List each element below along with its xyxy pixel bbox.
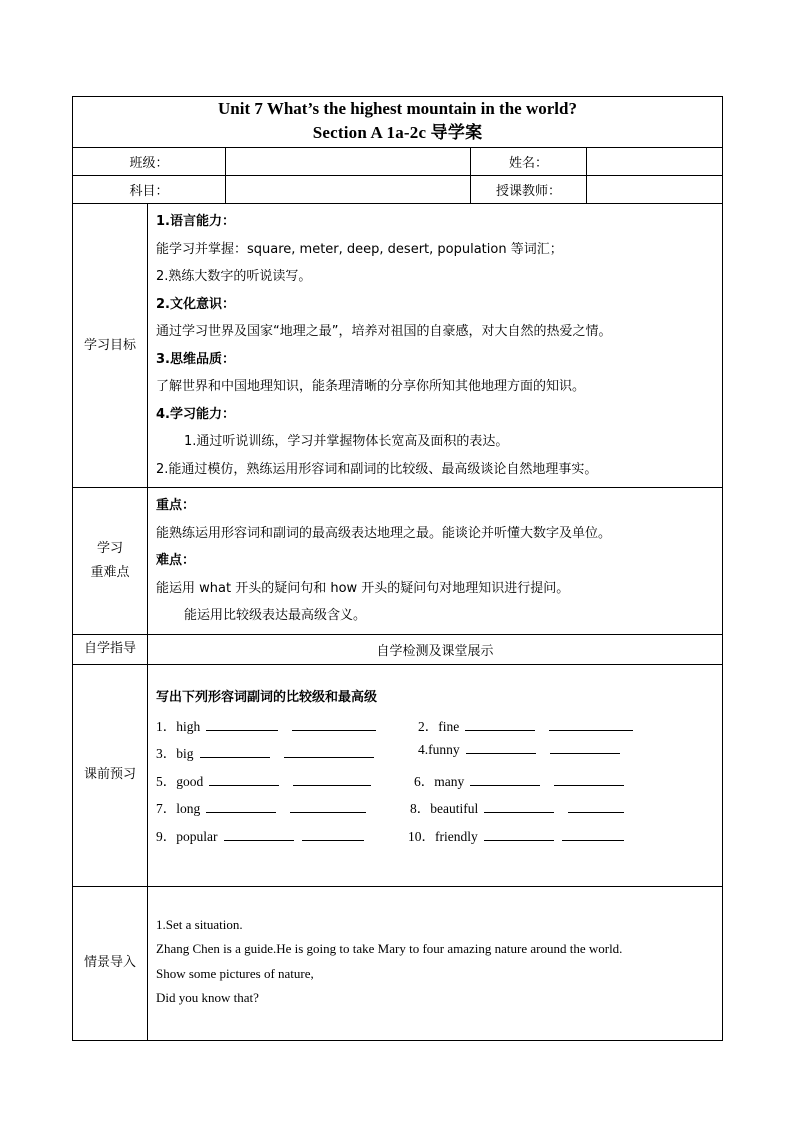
exercise-row xyxy=(156,825,722,853)
exercise-word: 10．friendly xyxy=(408,828,478,844)
exercise-word: 2．fine xyxy=(418,718,460,734)
exercise-item xyxy=(156,770,371,790)
exercise-word: 7．long xyxy=(156,801,201,816)
exercise-word: 4.funny xyxy=(418,742,460,757)
title-line-1: Unit 7 What’s the highest mountain in the world? xyxy=(218,99,577,118)
goals-label: 学习目标 xyxy=(73,204,148,488)
answer-blank[interactable] xyxy=(470,774,540,786)
keypoints-label xyxy=(73,488,148,635)
keypoint-line: 能熟练运用形容词和副词的最高级表达地理之最。能谈论并听懂大数字及单位。 xyxy=(156,525,612,541)
keypoints-label-line2: 重难点 xyxy=(90,564,130,580)
exercise-item xyxy=(418,715,633,735)
answer-blank[interactable] xyxy=(200,746,270,758)
exercise-row xyxy=(156,742,722,770)
goal-line: 2.熟练大数字的听说读写。 xyxy=(156,269,312,284)
keypoint-line: 难点： xyxy=(156,553,196,568)
name-label: 姓名： xyxy=(471,148,587,176)
answer-blank[interactable] xyxy=(290,801,366,813)
exercise-item xyxy=(414,770,624,790)
preview-content xyxy=(148,664,723,886)
exercise-row xyxy=(156,797,722,825)
goal-line: 2.能通过模仿，熟练运用形容词和副词的比较级、最高级谈论自然地理事实。 xyxy=(156,461,598,477)
worksheet-table xyxy=(72,96,723,1041)
answer-blank[interactable] xyxy=(224,829,294,841)
answer-blank[interactable] xyxy=(293,774,371,786)
name-field[interactable] xyxy=(587,148,723,176)
title-line-2: Section A 1a-2c 导学案 xyxy=(312,123,483,142)
exercise-item xyxy=(156,715,376,735)
answer-blank[interactable] xyxy=(209,774,279,786)
answer-blank[interactable] xyxy=(292,719,376,731)
answer-blank[interactable] xyxy=(206,719,278,731)
answer-blank[interactable] xyxy=(549,719,633,731)
situation-line: 1.Set a situation. xyxy=(156,916,243,932)
goal-line: 1.语言能力： xyxy=(156,214,235,229)
situation-line: Show some pictures of nature, xyxy=(156,965,314,981)
exercise-item xyxy=(156,797,366,817)
answer-blank[interactable] xyxy=(568,801,624,813)
exercise-word: 3．big xyxy=(156,746,194,761)
situation-label: 情景导入 xyxy=(73,886,148,1040)
answer-blank[interactable] xyxy=(466,742,536,754)
answer-blank[interactable] xyxy=(302,829,364,841)
teacher-field[interactable] xyxy=(587,176,723,204)
subject-label: 科目： xyxy=(73,176,226,204)
answer-blank[interactable] xyxy=(484,801,554,813)
preview-label: 课前预习 xyxy=(73,664,148,886)
keypoint-line: 能运用 what 开头的疑问句和 how 开头的疑问句对地理知识进行提问。 xyxy=(156,580,570,596)
goals-content xyxy=(148,204,723,488)
worksheet xyxy=(72,96,722,1041)
exercise-row xyxy=(156,770,722,798)
answer-blank[interactable] xyxy=(284,746,374,758)
goal-line: 2.文化意识： xyxy=(156,296,235,312)
guide-heading: 自学检测及课堂展示 xyxy=(148,634,723,664)
exercise-word: 8．beautiful xyxy=(410,801,479,816)
class-label: 班级： xyxy=(73,148,226,176)
exercise-item xyxy=(408,825,624,845)
exercise-word: 9．popular xyxy=(156,828,218,844)
goal-line: 4.学习能力： xyxy=(156,406,235,422)
answer-blank[interactable] xyxy=(554,774,624,786)
exercise-row xyxy=(156,715,722,743)
keypoint-line: 重点： xyxy=(156,498,196,513)
exercise-word: 1．high xyxy=(156,718,201,734)
situation-line: Did you know that? xyxy=(156,990,259,1005)
keypoint-line: 能运用比较级表达最高级含义。 xyxy=(184,608,367,623)
answer-blank[interactable] xyxy=(465,719,535,731)
class-field[interactable] xyxy=(226,148,471,176)
exercise-word: 6．many xyxy=(414,773,465,789)
exercise-item xyxy=(410,797,624,817)
answer-blank[interactable] xyxy=(550,742,620,754)
exercise-item xyxy=(156,825,364,845)
answer-blank[interactable] xyxy=(206,801,276,813)
keypoints-content xyxy=(148,488,723,635)
goal-line: 通过学习世界及国家“地理之最”，培养对祖国的自豪感，对大自然的热爱之情。 xyxy=(156,324,612,339)
goal-line: 3.思维品质： xyxy=(156,351,235,367)
answer-blank[interactable] xyxy=(562,829,624,841)
subject-field[interactable] xyxy=(226,176,471,204)
goal-line: 能学习并掌握：square, meter, deep, desert, population 等词汇； xyxy=(156,241,563,257)
situation-line: Zhang Chen is a guide.He is going to take Mary to four amazing nature around the world. xyxy=(156,941,623,956)
title-cell xyxy=(73,97,723,148)
keypoints-label-line1: 学习 xyxy=(96,540,123,556)
exercise-word: 5．good xyxy=(156,773,204,789)
goal-line: 了解世界和中国地理知识，能条理清晰的分享你所知其他地理方面的知识。 xyxy=(156,379,586,394)
answer-blank[interactable] xyxy=(484,829,554,841)
exercise-item xyxy=(156,742,374,762)
situation-content xyxy=(148,886,723,1040)
goal-line: 1.通过听说训练，学习并掌握物体长宽高及面积的表达。 xyxy=(184,434,509,449)
guide-label: 自学指导 xyxy=(73,634,148,664)
exercise-item xyxy=(418,742,620,758)
teacher-label: 授课教师： xyxy=(471,176,587,204)
preview-heading: 写出下列形容词副词的比较级和最高级 xyxy=(156,689,378,705)
